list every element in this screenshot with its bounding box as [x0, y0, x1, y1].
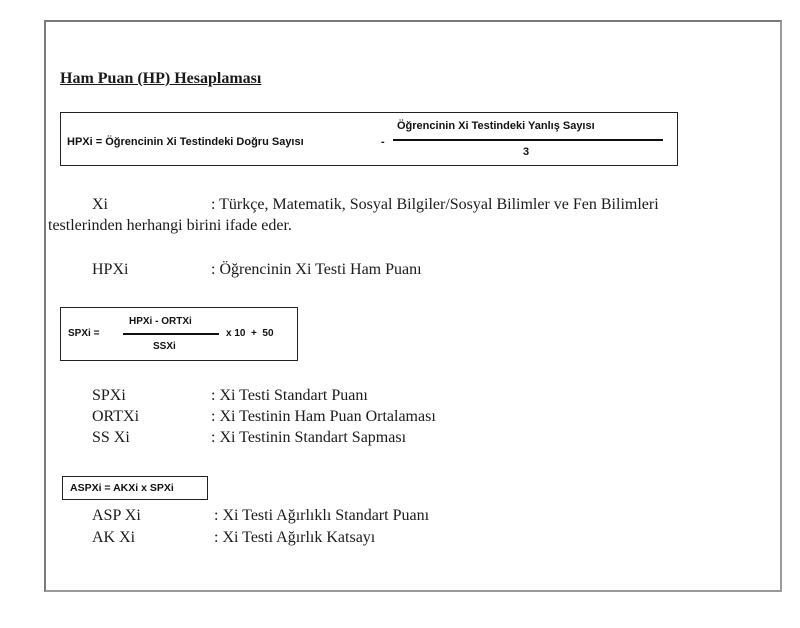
formula-hp-lhs: HPXi = Öğrencinin Xi Testindeki Doğru Sayısı: [67, 136, 304, 148]
term-akxi: AK Xi: [92, 529, 136, 546]
desc-ssxi: : Xi Testinin Standart Sapması: [211, 429, 407, 446]
formula-hp-numerator: Öğrencinin Xi Testindeki Yanlış Sayısı: [397, 120, 595, 132]
formula-sp-lhs: SPXi =: [68, 328, 100, 339]
formula-hp-denominator: 3: [523, 146, 530, 158]
formula-sp-fraction-line: [123, 333, 219, 335]
formula-asp-box: [62, 476, 208, 500]
desc-xi-line1: : Türkçe, Matematik, Sosyal Bilgiler/Sosyal Bilimler ve Fen Bilimleri: [211, 196, 659, 213]
desc-hpxi: : Öğrencinin Xi Testi Ham Puanı: [211, 261, 422, 278]
desc-xi-line2: testlerinden herhangi birini ifade eder.: [48, 217, 292, 234]
desc-aspxi: : Xi Testi Ağırlıklı Standart Puanı: [214, 507, 430, 524]
formula-hp-box: [60, 112, 678, 166]
desc-akxi: : Xi Testi Ağırlık Katsayı: [214, 529, 376, 546]
formula-sp-numerator: HPXi - ORTXi: [129, 316, 192, 327]
term-hpxi: HPXi: [92, 261, 129, 278]
term-xi: Xi: [92, 196, 108, 213]
formula-hp-fraction-line: [393, 139, 663, 141]
section-title: Ham Puan (HP) Hesaplaması: [60, 70, 262, 87]
formula-hp-minus: -: [381, 136, 385, 148]
formula-asp-text: ASPXi = AKXi x SPXi: [70, 482, 174, 494]
term-aspxi: ASP Xi: [92, 507, 141, 524]
term-spxi: SPXi: [92, 387, 126, 404]
term-ortxi: ORTXi: [92, 408, 140, 425]
term-ssxi: SS Xi: [92, 429, 130, 446]
formula-sp-denominator: SSXi: [153, 341, 176, 352]
formula-sp-suffix: x 10 + 50: [226, 328, 274, 339]
formula-sp-box: [60, 307, 298, 361]
desc-ortxi: : Xi Testinin Ham Puan Ortalaması: [211, 408, 436, 425]
desc-spxi: : Xi Testi Standart Puanı: [211, 387, 368, 404]
